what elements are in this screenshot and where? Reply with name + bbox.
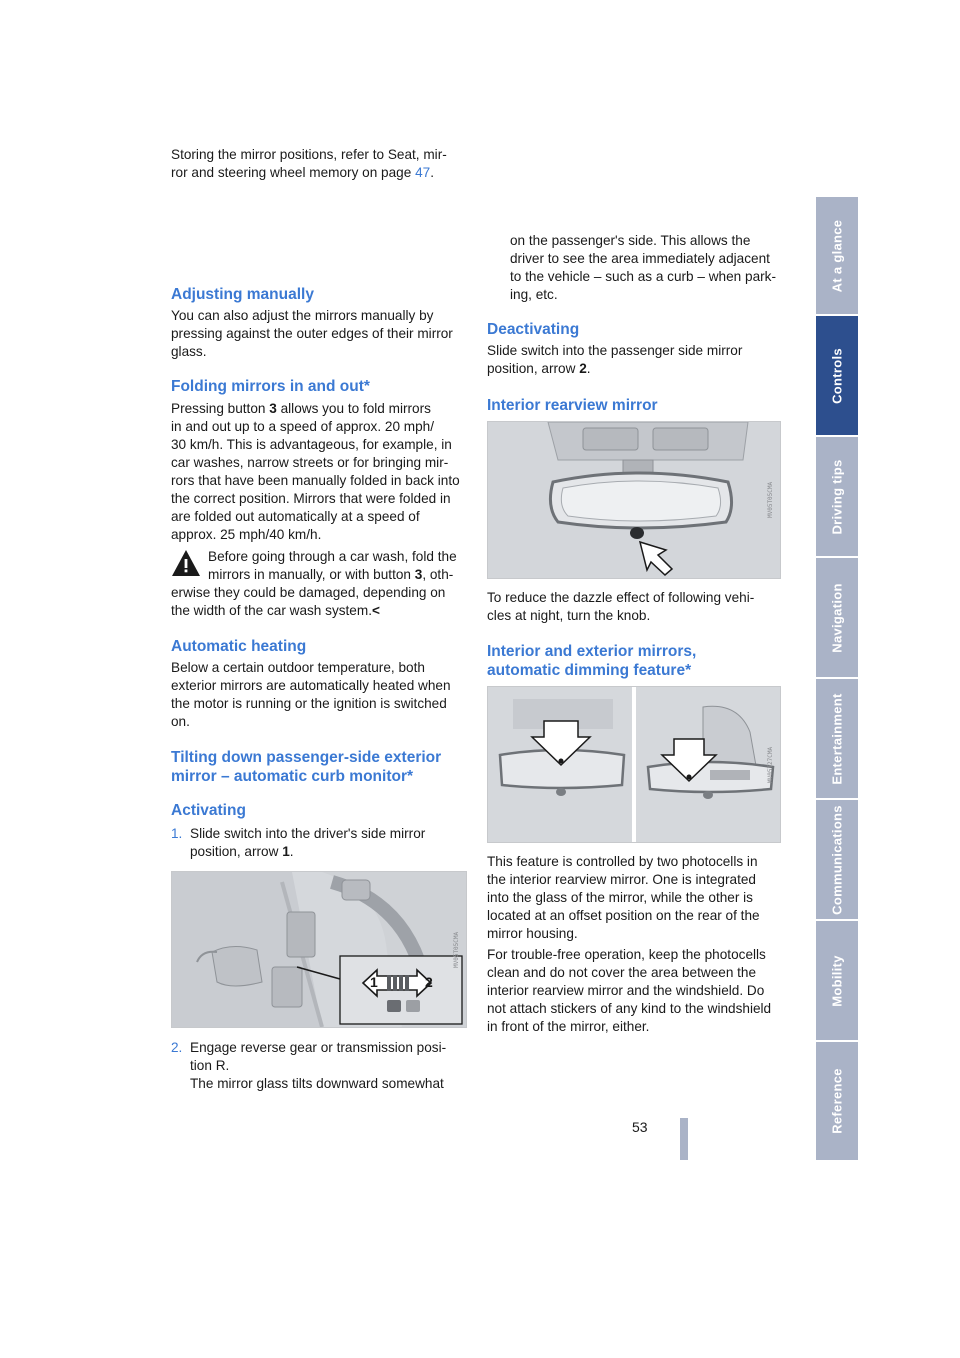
step-text: .	[289, 844, 294, 859]
warning-text: the width of the car wash system.	[171, 603, 372, 618]
folding-line: the correct position. Mirrors that were folded in	[171, 491, 451, 506]
dimming-line: This feature is controlled by two photocells in	[487, 854, 758, 869]
tab-label: Driving tips	[829, 458, 845, 535]
warning-line	[171, 566, 467, 584]
figure-label-2: 2	[425, 974, 433, 990]
intro-text: .	[430, 165, 434, 180]
dimming-line: the interior rearview mirror. One is integrated	[487, 872, 756, 887]
tab-communications[interactable]	[816, 800, 858, 919]
figure-code: MV05T05CMA	[767, 481, 774, 519]
chapter-tabs	[816, 197, 858, 1160]
heating-line: Below a certain outdoor temperature, both	[171, 660, 425, 675]
tab-label: Entertainment	[829, 692, 845, 785]
rearview-mirror-figure	[487, 421, 781, 579]
intro-text: ror and steering wheel memory on page	[171, 165, 416, 180]
heading-folding-mirrors: Folding mirrors in and out*	[171, 378, 370, 395]
interior-paragraph	[487, 589, 783, 625]
dimming-paragraph-2	[487, 946, 783, 1036]
heading-tilting	[171, 748, 441, 786]
page-marker	[680, 1118, 688, 1160]
folding-paragraph	[171, 400, 467, 544]
warning-line	[171, 602, 467, 620]
warning-paragraph	[171, 548, 467, 620]
heating-line: on.	[171, 714, 190, 729]
adjust-line: glass.	[171, 344, 207, 359]
folding-line: approx. 25 mph/40 km/h.	[171, 527, 322, 542]
tilting-continued	[487, 232, 783, 304]
warning-line: Before going through a car wash, fold the	[208, 549, 457, 564]
intro-paragraph	[171, 146, 467, 182]
deactivating-text: position, arrow	[487, 361, 580, 376]
interior-line: cles at night, turn the knob.	[487, 608, 651, 623]
adjust-line: pressing against the outer edges of their mirror	[171, 326, 453, 341]
page-number: 53	[632, 1119, 648, 1135]
deactivating-text: .	[586, 361, 591, 376]
dimming-mirror-illustration	[488, 687, 780, 842]
heading-automatic-heating: Automatic heating	[171, 638, 307, 655]
heading-deactivating: Deactivating	[487, 321, 580, 338]
step-1	[171, 825, 467, 861]
tab-entertainment[interactable]	[816, 679, 858, 798]
continued-line: driver to see the area immediately adjacent	[510, 251, 770, 266]
heading-line: Interior and exterior mirrors,	[487, 643, 697, 660]
warning-text: , oth-	[422, 567, 454, 582]
deactivating-line	[487, 360, 783, 378]
adjust-line: You can also adjust the mirrors manually by	[171, 308, 434, 323]
heating-line: exterior mirrors are automatically heated when	[171, 678, 451, 693]
dimming-line: located at an offset position on the rear of the	[487, 908, 760, 923]
folding-line: are folded out automatically at a speed of	[171, 509, 420, 524]
tab-navigation[interactable]	[816, 558, 858, 677]
heading-interior-rearview-mirror: Interior rearview mirror	[487, 397, 658, 414]
dimming-line: into the glass of the mirror, while the other is	[487, 890, 753, 905]
heading-line: automatic dimming feature*	[487, 662, 692, 679]
figure-label-1: 1	[370, 974, 378, 990]
step-line	[171, 843, 467, 861]
heading-automatic-dimming	[487, 642, 696, 680]
tab-label: Communications	[829, 804, 845, 915]
button-number: 3	[269, 401, 277, 416]
tab-label: Mobility	[829, 954, 845, 1007]
step-text: Slide switch into the driver's side mirror	[190, 826, 426, 841]
tab-controls[interactable]	[816, 316, 858, 435]
continued-line: to the vehicle – such as a curb – when park-	[510, 269, 776, 284]
page-link-47[interactable]: 47	[415, 165, 431, 180]
dimming-line: in front of the mirror, either.	[487, 1019, 650, 1034]
door-switch-illustration	[172, 872, 466, 1027]
dimming-line: interior rearview mirror and the windshield. Do	[487, 983, 765, 998]
step-text: Engage reverse gear or transmission posi-	[190, 1040, 447, 1055]
tab-label: Reference	[829, 1068, 845, 1134]
step-2	[171, 1039, 467, 1093]
tab-mobility[interactable]	[816, 921, 858, 1040]
folding-line: car washes, narrow streets or for bringing mir-	[171, 455, 449, 470]
figure-code: MV05T27CMA	[767, 746, 774, 783]
end-mark: <	[371, 603, 380, 618]
warning-line: erwise they could be damaged, depending on	[171, 585, 446, 600]
heading-line: Tilting down passenger-side exterior	[171, 749, 442, 766]
tab-label: At a glance	[829, 219, 845, 292]
dimming-line: mirror housing.	[487, 926, 578, 941]
step-line	[171, 1039, 467, 1057]
tab-driving-tips[interactable]	[816, 437, 858, 556]
button-number: 3	[414, 567, 423, 582]
step-line: tion R.	[190, 1058, 230, 1073]
heading-activating: Activating	[171, 802, 246, 819]
intro-line: Storing the mirror positions, refer to Seat, mir-	[171, 147, 447, 162]
arrow-number: 2	[579, 361, 587, 376]
arrow-number: 1	[282, 844, 290, 859]
heating-line: the motor is running or the ignition is switched	[171, 696, 447, 711]
dimming-paragraph-1	[487, 853, 783, 943]
dimming-line: For trouble-free operation, keep the photocells	[487, 947, 766, 962]
step-number: 2.	[171, 1040, 183, 1055]
tab-at-a-glance[interactable]	[816, 197, 858, 314]
folding-line: rors that have been manually folded in back into	[171, 473, 460, 488]
folding-line: in and out up to a speed of approx. 20 mph/	[171, 419, 435, 434]
continued-line: ing, etc.	[510, 287, 558, 302]
deactivating-paragraph	[487, 342, 783, 378]
step-number: 1.	[171, 826, 183, 841]
folding-line: 30 km/h. This is advantageous, for example, in	[171, 437, 452, 452]
rearview-mirror-illustration	[488, 422, 780, 578]
interior-line: To reduce the dazzle effect of following vehi-	[487, 590, 755, 605]
intro-line	[171, 164, 467, 182]
warning-text: mirrors in manually, or with button	[208, 567, 415, 582]
tab-reference[interactable]	[816, 1042, 858, 1160]
dimming-line: not attach stickers of any kind to the windshield	[487, 1001, 772, 1016]
dimming-mirror-figure	[487, 686, 781, 843]
dimming-line: clean and do not cover the area between the	[487, 965, 757, 980]
heading-adjusting-manually: Adjusting manually	[171, 286, 314, 303]
figure-code: MV05T05CMA	[453, 931, 460, 968]
folding-text: Pressing button	[171, 401, 270, 416]
tab-label: Navigation	[829, 582, 845, 653]
folding-text: allows you to fold mirrors	[276, 401, 431, 416]
heading-line: mirror – automatic curb monitor*	[171, 768, 414, 785]
tab-label: Controls	[829, 347, 845, 404]
folding-line	[171, 400, 467, 418]
step-line	[171, 825, 467, 843]
heating-paragraph	[171, 659, 467, 731]
adjusting-paragraph	[171, 307, 467, 361]
step-text: position, arrow	[190, 844, 283, 859]
deactivating-line: Slide switch into the passenger side mirror	[487, 343, 743, 358]
continued-line: on the passenger's side. This allows the	[510, 233, 751, 248]
step-line: The mirror glass tilts downward somewhat	[190, 1076, 444, 1091]
door-switch-figure	[171, 871, 467, 1028]
